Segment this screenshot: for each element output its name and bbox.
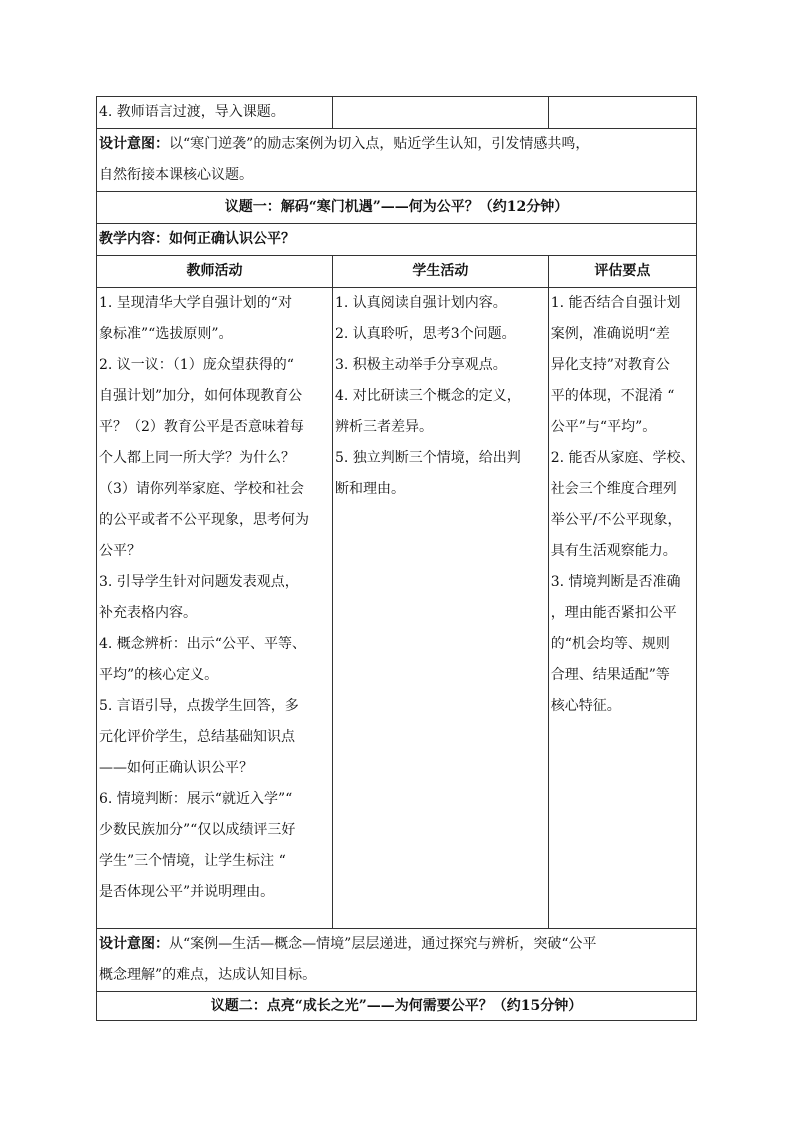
- teacher-activity-cell: [97, 288, 333, 929]
- teacher-line: 少数民族加分”“仅以成绩评三好: [99, 822, 296, 838]
- teacher-line: 平？（2）教育公平是否意味着每: [99, 419, 304, 435]
- teacher-line: 学生”三个情境，让学生标注 “: [99, 853, 286, 869]
- teacher-line: 补充表格内容。: [99, 605, 197, 621]
- student-line: 2. 认真聆听，思考3个问题。: [334, 326, 516, 342]
- assess-line: 2. 能否从家庭、学校、: [550, 450, 695, 466]
- teacher-line: 公平？: [99, 543, 141, 559]
- topic-heading-2: 议题二：点亮“成长之光”——为何需要公平？（约15分钟）: [97, 992, 697, 1021]
- assess-line: 平的体现，不混淆 “: [550, 388, 675, 404]
- student-line: 1. 认真阅读自强计划内容。: [334, 295, 507, 311]
- topic-row-1: [97, 192, 697, 224]
- assess-line: ，理由能否紧扣公平: [550, 605, 677, 621]
- lesson-plan-table: [96, 96, 697, 1021]
- design-intent-row-2: [97, 929, 697, 992]
- design-intent-text: 从“案例—生活—概念—情境”层层递进，通过探究与辨析，突破“公平: [169, 936, 597, 952]
- activity-row: [97, 288, 697, 929]
- teaching-content: 教学内容：如何正确认识公平？: [97, 224, 697, 256]
- assess-line: 1. 能否结合自强计划: [550, 295, 681, 311]
- header-student-activity: 学生活动: [332, 256, 548, 288]
- teacher-line: 3. 引导学生针对问题发表观点，: [99, 574, 299, 590]
- teacher-line: 4. 概念辨析：出示“公平、平等、: [99, 636, 306, 652]
- assess-line: 合理、结果适配”等: [550, 667, 670, 683]
- teacher-line: 2. 议一议：（1）庞众望获得的“: [99, 357, 294, 373]
- assess-line: 举公平/不公平现象，: [550, 512, 682, 528]
- student-line: 3. 积极主动举手分享观点。: [334, 357, 507, 373]
- header-teacher-activity: 教师活动: [97, 256, 333, 288]
- student-line: 5. 独立判断三个情境，给出判: [334, 450, 521, 466]
- teacher-line: 象标准”“选拔原则”。: [99, 326, 233, 342]
- column-header-row: [97, 256, 697, 288]
- student-line: 4. 对比研读三个概念的定义，: [334, 388, 521, 404]
- design-intent-row-1: [97, 129, 697, 192]
- assess-line: 3. 情境判断是否准确: [550, 574, 681, 590]
- teacher-line: 1. 呈现清华大学自强计划的“对: [99, 295, 292, 311]
- teacher-line: 自强计划”加分，如何体现教育公: [99, 388, 303, 404]
- intro-step-row: [97, 97, 697, 129]
- student-activity-cell: [332, 288, 548, 929]
- teacher-line: 5. 言语引导，点拨学生回答，多: [99, 698, 299, 714]
- assess-line: 案例，准确说明“差: [550, 326, 670, 342]
- design-intent-cell-1: [97, 129, 697, 192]
- assess-line: 核心特征。: [550, 698, 621, 714]
- teacher-line: 是否体现公平”并说明理由。: [99, 884, 275, 900]
- header-assessment-points: 评估要点: [548, 256, 696, 288]
- assess-line: 具有生活观察能力。: [550, 543, 677, 559]
- assess-line: 的“机会均等、规则: [550, 636, 670, 652]
- design-intent-label: 设计意图：: [99, 936, 169, 952]
- design-intent-text: 概念理解”的难点，达成认知目标。: [99, 967, 317, 983]
- student-line: 断和理由。: [334, 481, 405, 497]
- assess-line: 公平”与“平均”。: [550, 419, 657, 435]
- design-intent-cell-2: [97, 929, 697, 992]
- empty-assess-cell: [548, 97, 696, 129]
- teacher-line: 6. 情境判断：展示“就近入学”“: [99, 791, 293, 807]
- teacher-line: （3）请你列举家庭、学校和社会: [99, 481, 304, 497]
- teacher-line: 个人都上同一所大学？为什么？: [99, 450, 295, 466]
- empty-student-cell: [332, 97, 548, 129]
- content-row: [97, 224, 697, 256]
- teacher-line: 的公平或者不公平现象，思考何为: [99, 512, 309, 528]
- intro-step-cell: 4. 教师语言过渡，导入课题。: [97, 97, 333, 129]
- design-intent-text: 自然衔接本课核心议题。: [99, 167, 253, 183]
- topic-row-2: [97, 992, 697, 1021]
- design-intent-text: 以“寒门逆袭”的励志案例为切入点，贴近学生认知，引发情感共鸣，: [169, 136, 590, 152]
- teacher-line: 元化评价学生，总结基础知识点: [99, 729, 295, 745]
- assessment-cell: [548, 288, 696, 929]
- design-intent-label: 设计意图：: [99, 136, 169, 152]
- topic-heading-1: 议题一：解码“寒门机遇”——何为公平？（约12分钟）: [97, 192, 697, 224]
- student-line: 辨析三者差异。: [334, 419, 433, 435]
- teacher-line: ——如何正确认识公平？: [99, 760, 253, 776]
- assess-line: 异化支持”对教育公: [550, 357, 670, 373]
- teacher-line: 平均”的核心定义。: [99, 667, 219, 683]
- assess-line: 社会三个维度合理列: [550, 481, 677, 497]
